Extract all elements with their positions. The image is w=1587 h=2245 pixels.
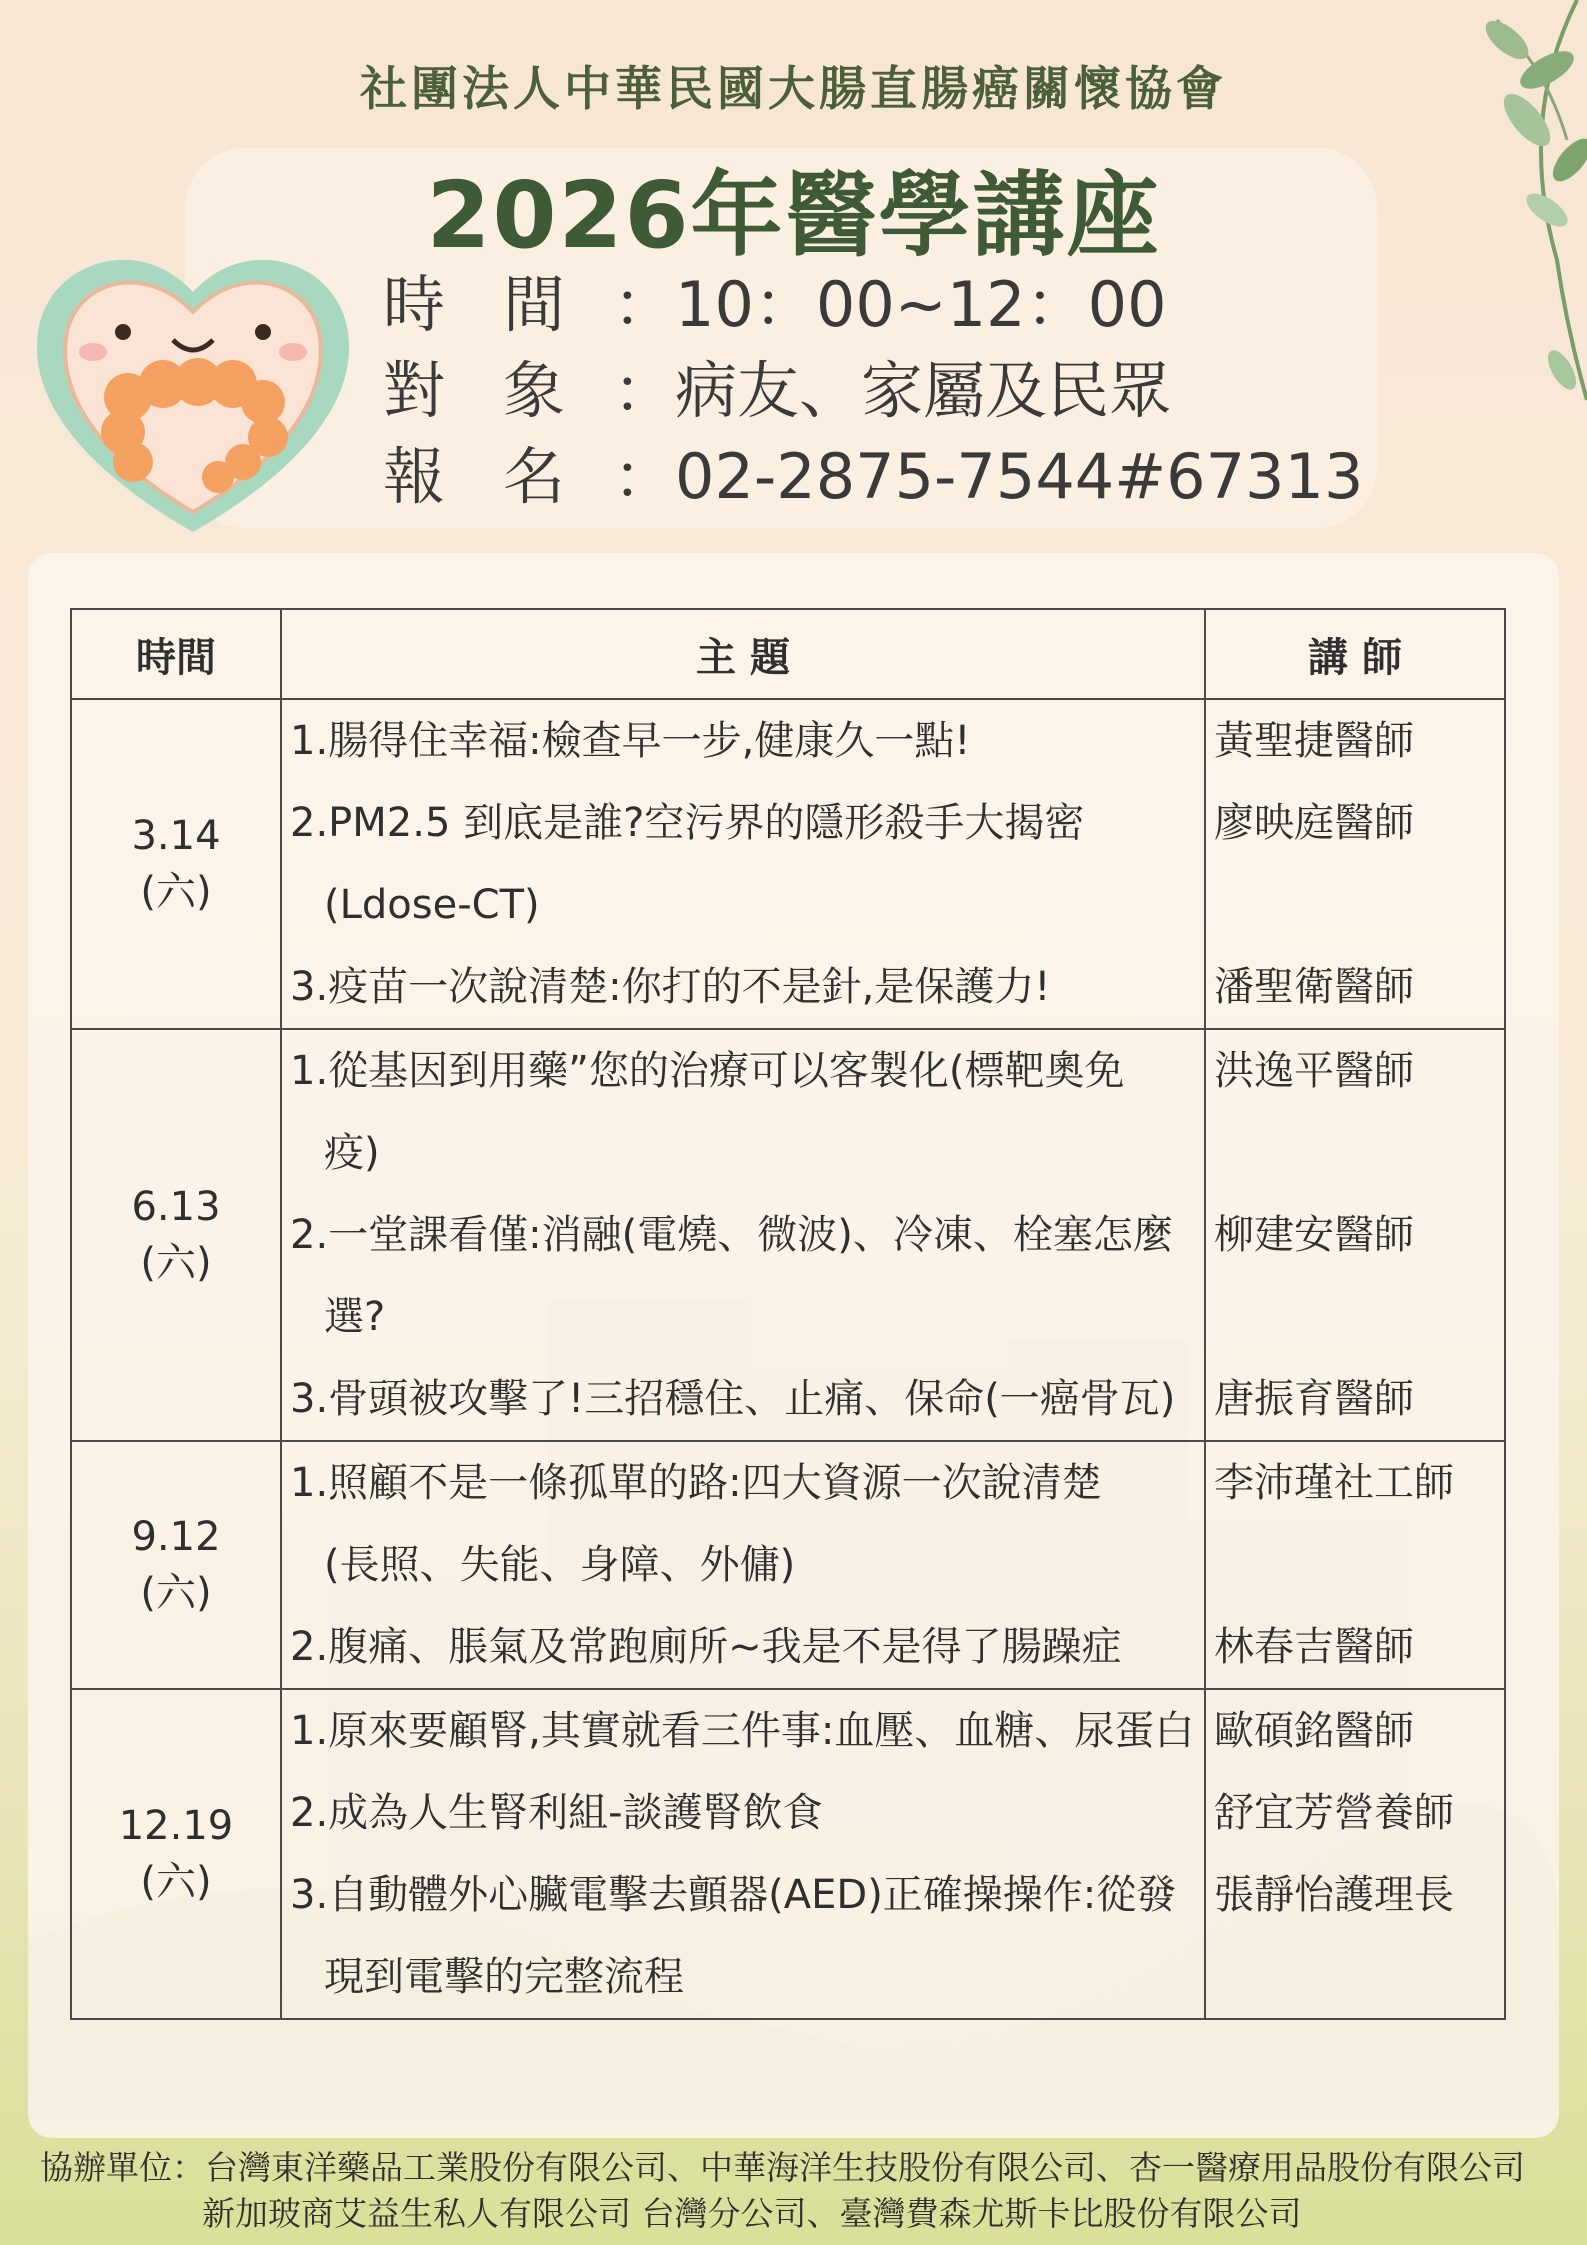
- speaker-name: 李沛瑾社工師: [1214, 1460, 1454, 1506]
- column-header-topic: 主 題: [281, 609, 1205, 699]
- info-label-char: 對: [383, 354, 446, 427]
- info-label-char: 名: [503, 440, 566, 513]
- page-title: 2026年醫學講座: [426, 162, 1161, 269]
- session-speakers-cell: [1205, 1441, 1505, 1689]
- speaker-name: 洪逸平醫師: [1214, 1048, 1414, 1094]
- speaker-name: 廖映庭醫師: [1214, 800, 1414, 846]
- info-value: ：02-2875-7544#67313: [613, 440, 1364, 513]
- session-date-cell: [71, 1029, 281, 1441]
- session-speakers-cell: [1205, 699, 1505, 1029]
- event-info: [383, 262, 1363, 520]
- topic-line: 2.腹痛、脹氣及常跑廁所~我是不是得了腸躁症: [290, 1624, 1122, 1670]
- speaker-name: 唐振育醫師: [1214, 1376, 1414, 1422]
- info-label-char: 時: [383, 268, 446, 341]
- session-date-cell: [71, 1441, 281, 1689]
- column-header-time: 時間: [71, 609, 281, 699]
- speaker-name: [1214, 1936, 1496, 2018]
- table-row: [71, 699, 1505, 1029]
- speaker-name: 歐碩銘醫師: [1214, 1708, 1414, 1754]
- info-time-row: [383, 262, 1363, 348]
- session-date-cell: [71, 1689, 281, 2019]
- co-organizers-line-2: 新加玻商艾益生私人有限公司 台灣分公司、臺灣費森尤斯卡比股份有限公司: [202, 2194, 1302, 2233]
- session-weekday: (六): [140, 1859, 212, 1905]
- topic-line: 1.從基因到用藥”您的治療可以客製化(標靶奧免: [290, 1048, 1125, 1094]
- session-weekday: (六): [140, 1570, 212, 1616]
- table-row: [71, 1689, 1505, 2019]
- info-label-char: 間: [503, 268, 566, 341]
- topic-line: 3.骨頭被攻擊了!三招穩住、止痛、保命(一癌骨瓦): [290, 1376, 1176, 1422]
- speaker-name: 潘聖衛醫師: [1214, 964, 1414, 1010]
- speaker-name: [1214, 1276, 1496, 1358]
- speaker-name: 林春吉醫師: [1214, 1624, 1414, 1670]
- speaker-name: 舒宜芳營養師: [1214, 1790, 1454, 1836]
- topic-line: (長照、失能、身障、外傭): [324, 1542, 796, 1588]
- session-topics-cell: [281, 699, 1205, 1029]
- session-date: 6.13: [131, 1184, 221, 1230]
- info-value: ：10：00~12：00: [613, 268, 1167, 341]
- info-audience-row: [383, 348, 1363, 434]
- session-topics-cell: [281, 1441, 1205, 1689]
- speaker-name: [1214, 1112, 1496, 1194]
- topic-line: (Ldose-CT): [324, 882, 540, 928]
- session-speakers-cell: [1205, 1689, 1505, 2019]
- organization-name: 社團法人中華民國大腸直腸癌關懷協會: [360, 62, 1227, 117]
- topic-line: 1.照顧不是一條孤單的路:四大資源一次說清楚: [290, 1460, 1102, 1506]
- column-header-speaker: 講 師: [1205, 609, 1505, 699]
- info-label-char: 象: [503, 354, 566, 427]
- session-speakers-cell: [1205, 1029, 1505, 1441]
- speaker-name: 柳建安醫師: [1214, 1212, 1414, 1258]
- topic-line: 現到電擊的完整流程: [324, 1954, 684, 2000]
- topic-line: 2.一堂課看僅:消融(電燒、微波)、冷凍、栓塞怎麼: [290, 1212, 1173, 1258]
- speaker-name: 黃聖捷醫師: [1214, 718, 1414, 764]
- session-topics-cell: [281, 1029, 1205, 1441]
- session-date-cell: [71, 699, 281, 1029]
- topic-line: 2.PM2.5 到底是誰?空污界的隱形殺手大揭密: [290, 800, 1085, 846]
- session-weekday: (六): [140, 1240, 212, 1286]
- table-row: [71, 1441, 1505, 1689]
- session-topics-cell: [281, 1689, 1205, 2019]
- session-date: 3.14: [131, 813, 221, 859]
- heart-colon-mascot-icon: [28, 222, 358, 542]
- speaker-name: [1214, 1524, 1496, 1606]
- speaker-name: 張靜怡護理長: [1214, 1872, 1454, 1918]
- table-header-row: [71, 609, 1505, 699]
- info-registration-row: [383, 434, 1363, 520]
- session-date: 9.12: [131, 1514, 221, 1560]
- topic-line: 1.腸得住幸福:檢查早一步,健康久一點!: [290, 718, 971, 764]
- table-row: [71, 1029, 1505, 1441]
- session-date: 12.19: [118, 1803, 234, 1849]
- topic-line: 2.成為人生腎利組-談護腎飲食: [290, 1790, 823, 1836]
- topic-line: 疫): [324, 1130, 380, 1176]
- topic-line: 3.自動體外心臟電擊去顫器(AED)正確操操作:從發: [290, 1872, 1177, 1918]
- topic-line: 1.原來要顧腎,其實就看三件事:血壓、血糖、尿蛋白: [290, 1708, 1195, 1754]
- co-organizers-line-1: 協辦單位：台灣東洋藥品工業股份有限公司、中華海洋生技股份有限公司、杏一醫療用品股份有限公司: [40, 2148, 1525, 2187]
- session-weekday: (六): [140, 869, 212, 915]
- info-label-char: 報: [383, 440, 446, 513]
- speaker-name: [1214, 864, 1496, 946]
- topic-line: 3.疫苗一次說清楚:你打的不是針,是保護力!: [290, 964, 1051, 1010]
- info-value: ：病友、家屬及民眾: [613, 354, 1172, 427]
- schedule-table: [70, 608, 1506, 2020]
- topic-line: 選?: [324, 1294, 386, 1340]
